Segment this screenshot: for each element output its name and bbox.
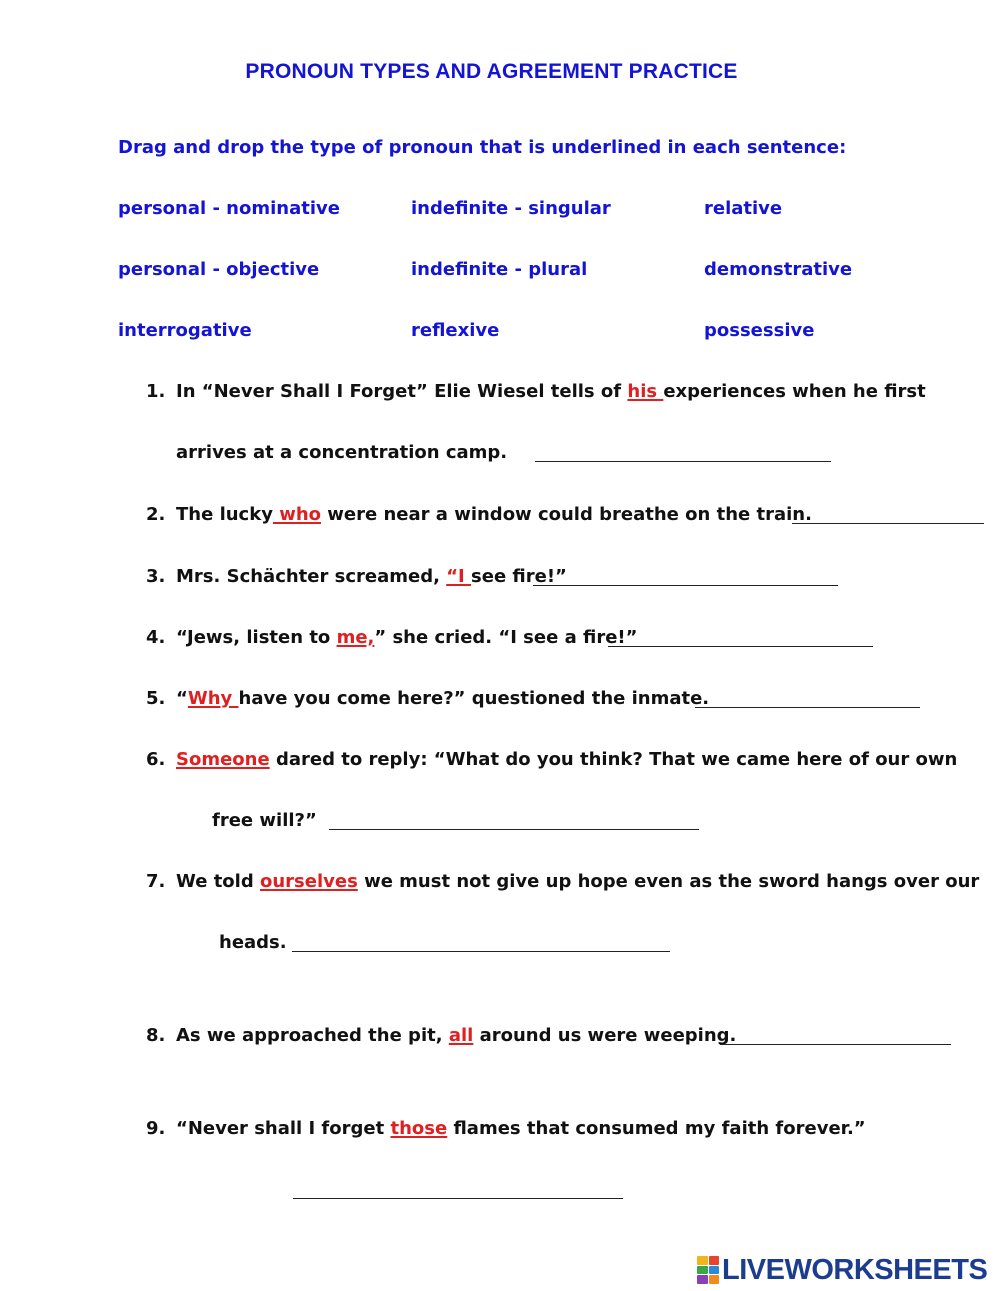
answer-drop-zone-8[interactable] [720, 1044, 951, 1045]
question-number: 5. [146, 688, 166, 709]
option-personal-nominative[interactable]: personal - nominative [118, 198, 340, 219]
answer-drop-zone-5[interactable] [695, 707, 920, 708]
question-5-text [176, 688, 709, 709]
worksheet-title: PRONOUN TYPES AND AGREEMENT PRACTICE [245, 60, 738, 83]
question-3-text [176, 566, 567, 587]
option-personal-objective[interactable]: personal - objective [118, 259, 320, 280]
underlined-pronoun: who [272, 504, 322, 525]
underlined-pronoun: Why [187, 688, 239, 709]
question-1-text-line2: arrives at a concentration camp. [176, 442, 508, 463]
question-6-text-line2: free will?” [212, 810, 317, 831]
question-1-text [176, 381, 926, 402]
question-8-text [176, 1025, 736, 1046]
option-interrogative[interactable]: interrogative [118, 320, 252, 341]
sentence-text: “Never shall I forget [176, 1118, 391, 1139]
sentence-text: We told [176, 871, 260, 892]
underlined-pronoun: his [627, 381, 664, 402]
question-number: 9. [146, 1118, 166, 1139]
question-4-text [176, 627, 637, 648]
answer-drop-zone-2[interactable] [792, 523, 984, 524]
option-indefinite-plural[interactable]: indefinite - plural [411, 259, 588, 280]
underlined-pronoun: those [390, 1118, 448, 1139]
question-number: 8. [146, 1025, 166, 1046]
option-relative[interactable]: relative [704, 198, 783, 219]
sentence-text: In “Never Shall I Forget” Elie Wiesel tells of [176, 381, 628, 402]
sentence-text: “Jews, listen to [176, 627, 337, 648]
sentence-text: we must not give up hope even as the sword hangs over our [357, 871, 980, 892]
sentence-text: around us were weeping. [473, 1025, 737, 1046]
answer-drop-zone-1[interactable] [535, 461, 831, 462]
liveworksheets-logo [697, 1253, 987, 1287]
underlined-pronoun: all [448, 1025, 474, 1046]
option-possessive[interactable]: possessive [704, 320, 815, 341]
sentence-text: have you come here?” questioned the inmate. [238, 688, 710, 709]
question-6-text [176, 749, 957, 770]
option-demonstrative[interactable]: demonstrative [704, 259, 853, 280]
sentence-text: dared to reply: “What do you think? That we came here of our own [269, 749, 958, 770]
question-9-text [176, 1118, 866, 1139]
sentence-text: “ [176, 688, 188, 709]
sentence-text: As we approached the pit, [176, 1025, 449, 1046]
question-number: 1. [146, 381, 166, 402]
option-indefinite-singular[interactable]: indefinite - singular [411, 198, 611, 219]
answer-drop-zone-6[interactable] [329, 829, 699, 830]
question-7-text [176, 871, 979, 892]
question-number: 3. [146, 566, 166, 587]
question-number: 2. [146, 504, 166, 525]
question-7-text-line2: heads. [219, 932, 287, 953]
underlined-pronoun: me, [336, 627, 375, 648]
sentence-text: experiences when he first [663, 381, 926, 402]
question-number: 7. [146, 871, 166, 892]
instructions: Drag and drop the type of pronoun that is underlined in each sentence: [118, 137, 847, 158]
option-reflexive[interactable]: reflexive [411, 320, 500, 341]
answer-drop-zone-4[interactable] [608, 646, 873, 647]
underlined-pronoun: Someone [176, 749, 270, 770]
underlined-pronoun: “I [446, 566, 472, 587]
sentence-text: see fire!” [471, 566, 567, 587]
sentence-text: The lucky [176, 504, 273, 525]
question-2-text [176, 504, 812, 525]
logo-text: LIVEWORKSHEETS [722, 1253, 988, 1286]
sentence-text: Mrs. Schächter screamed, [176, 566, 447, 587]
sentence-text: flames that consumed my faith forever.” [447, 1118, 866, 1139]
answer-drop-zone-7[interactable] [292, 951, 670, 952]
logo-blocks-icon [697, 1256, 719, 1284]
answer-drop-zone-9[interactable] [293, 1198, 623, 1199]
sentence-text: were near a window could breathe on the train. [321, 504, 812, 525]
question-number: 4. [146, 627, 166, 648]
answer-drop-zone-3[interactable] [533, 585, 838, 586]
sentence-text: ” she cried. “I see a fire!” [374, 627, 638, 648]
question-number: 6. [146, 749, 166, 770]
underlined-pronoun: ourselves [259, 871, 358, 892]
